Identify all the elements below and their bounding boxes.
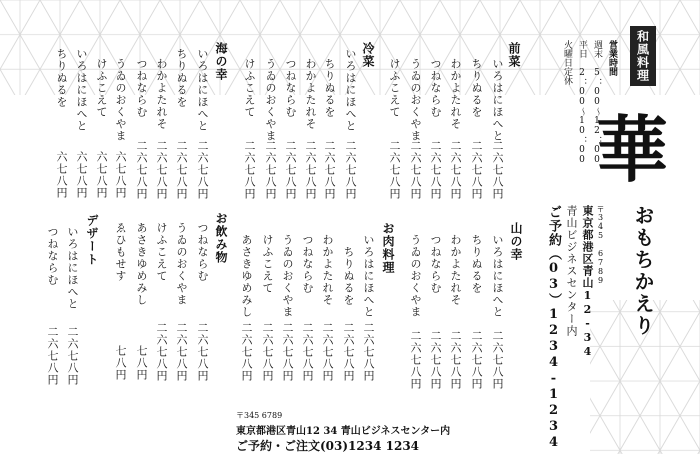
menu-price: 二六七八円 — [449, 330, 462, 390]
menu-item: つねならむ — [429, 58, 442, 118]
menu-item: つねならむ — [284, 58, 297, 118]
menu-price: 二六七八円 — [491, 140, 504, 200]
menu-price: 二六七八円 — [470, 140, 483, 200]
menu-item: けふこえて — [388, 58, 401, 118]
menu-price: 二六七八円 — [264, 140, 277, 200]
section-zensai: 前菜 — [507, 42, 521, 68]
section-reisai: 冷菜 — [361, 42, 375, 68]
menu-price: 六七八円 — [114, 151, 127, 199]
menu-item: わかよたれそ — [449, 234, 462, 306]
menu-price: 二六七八円 — [491, 330, 504, 390]
hours-title: 営業時間 — [607, 40, 617, 76]
menu-item: ちりぬるを — [470, 234, 483, 294]
menu-item: いろはにほへと — [362, 234, 375, 318]
menu-price: 二六七八円 — [46, 326, 59, 386]
section-umi: 海の幸 — [214, 42, 228, 81]
menu-price: 七八円 — [114, 345, 127, 381]
menu-price: 二六七八円 — [323, 140, 336, 200]
menu-price: 二六七八円 — [342, 322, 355, 382]
address-line: 東京都港区青山12-34 — [581, 205, 594, 359]
brand-label-box: 和風料理 — [630, 26, 656, 86]
brand-name: おもちかえり — [631, 205, 655, 337]
menu-item: わかよたれそ — [449, 58, 462, 130]
menu-item: ちりぬるを — [470, 58, 483, 118]
address-tel: ご予約（03）1234-1234 — [546, 205, 561, 451]
footer-address: 東京都港区青山12 34 青山ビジネスセンター内 — [236, 426, 451, 437]
menu-item: いろはにほへと — [66, 226, 79, 310]
menu-price: 二六七八円 — [243, 140, 256, 200]
menu-price: 二六七八円 — [155, 322, 168, 382]
section-oniku: お肉料理 — [381, 222, 395, 274]
menu-item: うゐのおくやま — [409, 58, 422, 142]
menu-price: 二六七八円 — [388, 140, 401, 200]
menu-price: 二六七八円 — [240, 322, 253, 382]
menu-price: 二六七八円 — [362, 322, 375, 382]
menu-item: わかよたれそ — [321, 234, 334, 306]
menu-price: 二六七八円 — [281, 322, 294, 382]
address-building: 青山ビジネスセンター内 — [565, 205, 578, 337]
menu-item: つねならむ — [46, 226, 59, 286]
menu-item: いろはにほへと — [75, 48, 88, 132]
menu-price: 二六七八円 — [175, 322, 188, 382]
menu-item: あさきゆめみし — [135, 222, 148, 306]
footer-zip: 〒345 6789 — [236, 411, 283, 420]
menu-price: 二六七八円 — [301, 322, 314, 382]
menu-item: うゐのおくやま — [114, 58, 127, 142]
menu-item: ちりぬるを — [342, 246, 355, 306]
menu-price: 二六七八円 — [261, 322, 274, 382]
menu-price: 二六七八円 — [409, 330, 422, 390]
menu-item: いろはにほへと — [491, 234, 504, 318]
menu-price: 二六七八円 — [66, 326, 79, 386]
menu-price: 二六七八円 — [321, 322, 334, 382]
address-zip: 〒345 6789 — [596, 205, 605, 285]
menu-item: いろはにほへと — [344, 48, 357, 132]
menu-item: ちりぬるを — [175, 48, 188, 108]
hours-closed: 火曜日定休 — [562, 40, 572, 85]
menu-price: 二六七八円 — [344, 140, 357, 200]
menu-item: けふこえて — [243, 58, 256, 118]
menu-price: 二六七八円 — [175, 140, 188, 200]
menu-item: ちりぬるを — [55, 48, 68, 108]
menu-item: つねならむ — [301, 234, 314, 294]
menu-item: わかよたれそ — [304, 58, 317, 130]
menu-price: 六七八円 — [55, 151, 68, 199]
section-dessert: デザート — [85, 214, 99, 266]
menu-price: 二六七八円 — [409, 140, 422, 200]
menu-price: 二六七八円 — [470, 330, 483, 390]
menu-item: うゐのおくやま — [175, 222, 188, 306]
menu-item: つねならむ — [429, 234, 442, 294]
menu-price: 七八円 — [135, 345, 148, 381]
menu-item: つねならむ — [135, 58, 148, 118]
menu-item: いろはにほへと — [196, 48, 209, 132]
menu-item: けふこえて — [95, 58, 108, 118]
menu-item: ちりぬるを — [323, 58, 336, 118]
menu-price: 六七八円 — [95, 151, 108, 199]
menu-price: 二六七八円 — [284, 140, 297, 200]
menu-item: けふこえて — [261, 234, 274, 294]
menu-item: うゐのおくやま — [409, 234, 422, 318]
menu-item: ゑひもせす — [114, 222, 127, 282]
menu-price: 二六七八円 — [135, 140, 148, 200]
menu-item: いろはにほへと — [491, 58, 504, 142]
brand-kanji: 華 — [596, 107, 669, 192]
menu-price: 二六七八円 — [449, 140, 462, 200]
footer-tel: ご予約・ご注文(03)1234 1234 — [236, 439, 420, 453]
hours-holiday: 平日 2：00〜10：00 — [577, 40, 587, 165]
menu-item: うゐのおくやま — [264, 58, 277, 142]
section-nomimono: お飲み物 — [214, 212, 228, 264]
menu-item: うゐのおくやま — [281, 234, 294, 318]
menu-item: けふこえて — [155, 222, 168, 282]
hours-weekday: 週末 5：00〜12：00 — [592, 40, 602, 165]
menu-price: 二六七八円 — [429, 330, 442, 390]
menu-price: 六七八円 — [75, 151, 88, 199]
menu-price: 二六七八円 — [196, 140, 209, 200]
section-yama: 山の幸 — [509, 222, 523, 261]
menu-item: わかよたれそ — [155, 58, 168, 130]
menu-price: 二六七八円 — [304, 140, 317, 200]
menu-price: 二六七八円 — [155, 140, 168, 200]
menu-price: 二六七八円 — [196, 322, 209, 382]
menu-item: つねならむ — [196, 222, 209, 282]
menu-price: 二六七八円 — [429, 140, 442, 200]
menu-item: あさきゆめみし — [240, 234, 253, 318]
